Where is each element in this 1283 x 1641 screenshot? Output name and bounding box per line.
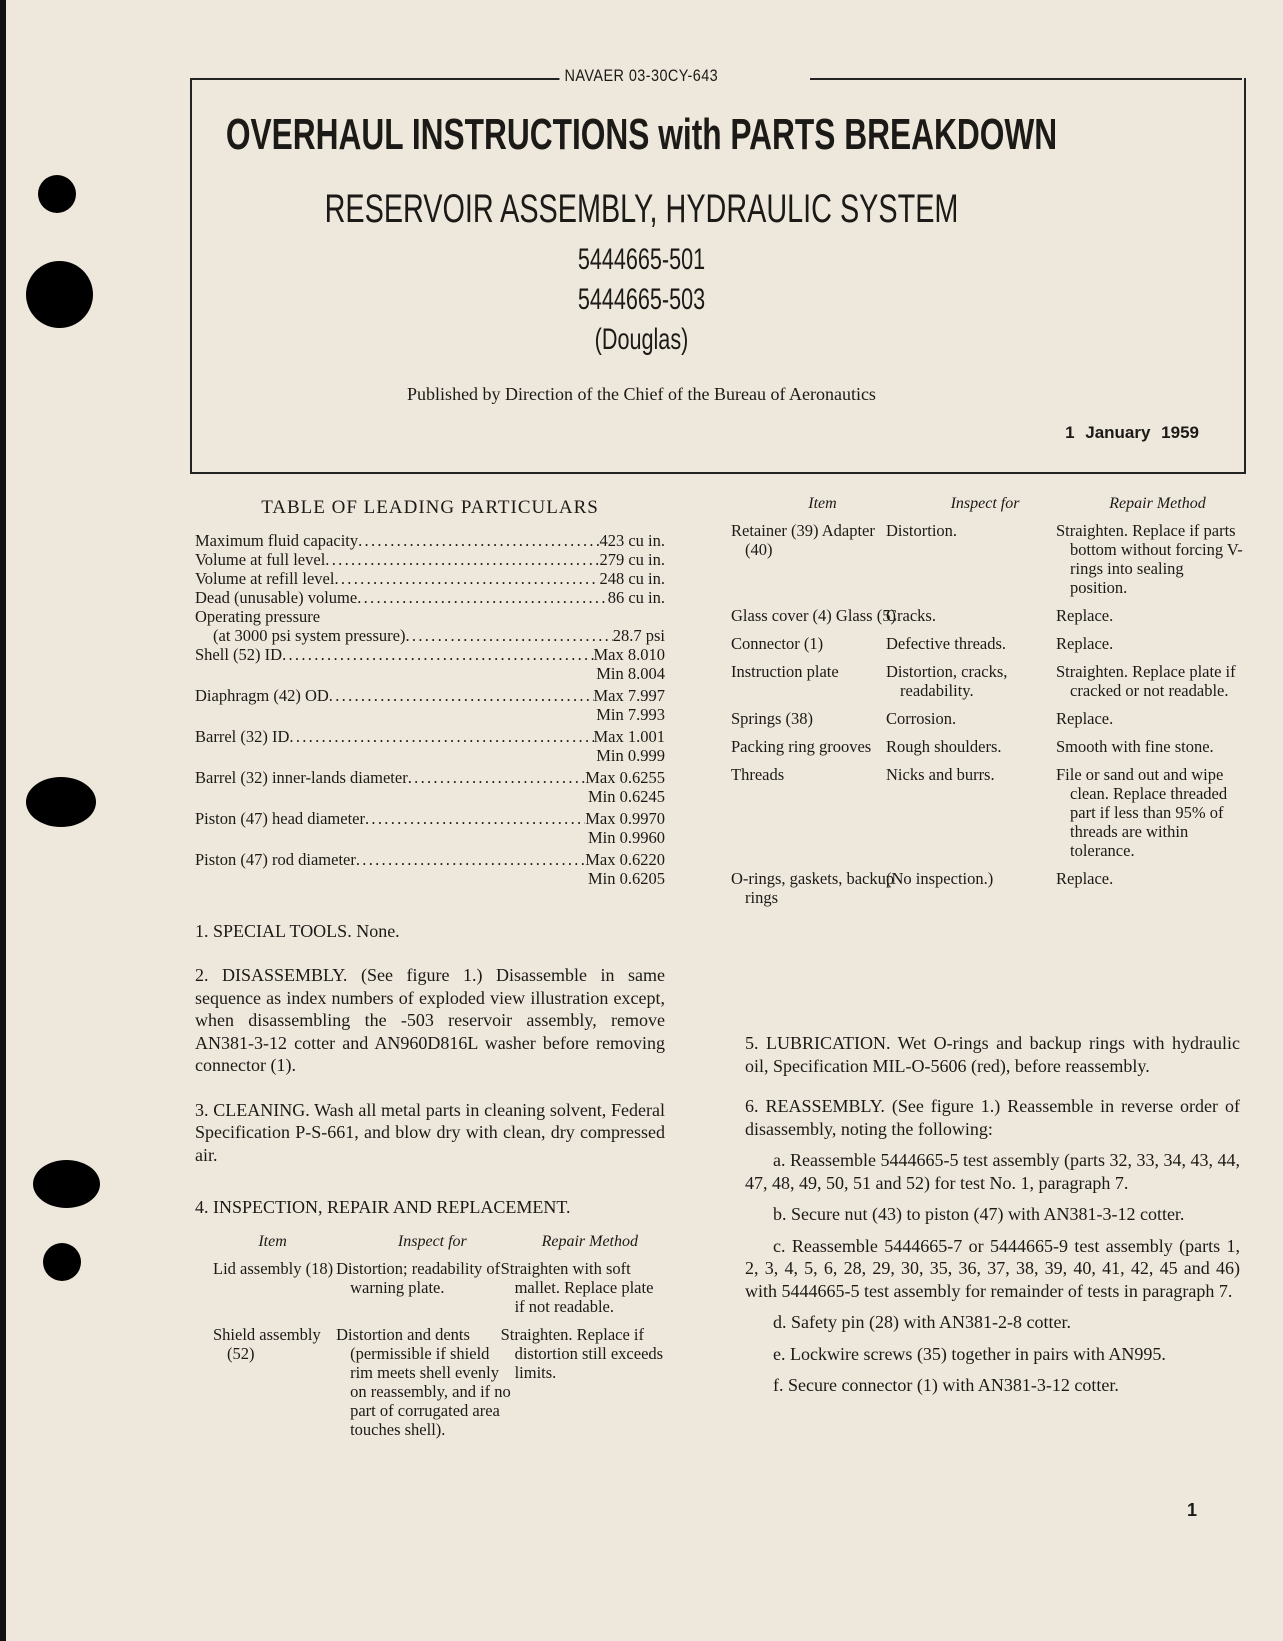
particular-label: Dead (unusable) volume — [195, 588, 358, 607]
cell-item: Connector (1) — [731, 634, 824, 653]
section-inspection-title: 4. INSPECTION, REPAIR AND REPLACEMENT. — [195, 1197, 571, 1217]
cell-item: Retainer (39) Adapter (40) — [731, 521, 875, 559]
publisher-line: Published by Direction of the Chief of the Bureau of Aeronautics — [407, 384, 876, 404]
particular-value: Max 1.001 — [593, 727, 665, 746]
part-number-503: 5444665-503 — [577, 283, 706, 316]
cell-item: Glass cover (4) Glass (5) — [731, 606, 896, 625]
column-header-item: Item — [808, 495, 837, 512]
table-row — [745, 521, 1245, 606]
particular-min-value: Min 8.004 — [596, 664, 665, 683]
particular-row — [195, 645, 665, 664]
binder-hole — [33, 1160, 100, 1208]
cell-item: Threads — [731, 765, 785, 784]
table-row — [745, 634, 1245, 662]
particular-label: (at 3000 psi system pressure) — [213, 626, 406, 645]
reassembly-step: c. Reassemble 5444665-7 or 5444665-9 test assembly (parts 1, 2, 3, 4, 5, 6, 28, 29, 30, 35, 36, 37, 38, 39, 40, 41, 42, 45 and 46) with 5444665-5 test assembly for remainder of tests in paragraph 7. — [745, 1235, 1240, 1301]
document-number: NAVAER 03-30CY-643 — [0, 66, 1283, 86]
cell-item: O-rings, gaskets, backup rings — [731, 869, 895, 907]
page-number: 1 — [1186, 1500, 1197, 1520]
part-number-501: 5444665-501 — [577, 243, 706, 276]
column-header-item: Item — [258, 1233, 287, 1250]
cell-repair: Replace. — [1056, 869, 1114, 888]
table-row — [745, 765, 1245, 869]
particular-row — [195, 607, 665, 626]
binder-hole — [26, 261, 93, 328]
particular-min-value: Min 0.999 — [596, 746, 665, 765]
section-cleaning: 3. CLEANING. Wash all metal parts in cleaning solvent, Federal Specification P-S-661, and blow dry with clean, dry compressed air. — [195, 1099, 665, 1165]
particular-row — [195, 686, 665, 705]
inspection-table-right — [731, 494, 1245, 916]
cell-repair: Straighten. Replace plate if cracked or not readable. — [1056, 662, 1236, 700]
particular-row — [195, 727, 665, 746]
particular-label: Operating pressure — [195, 607, 321, 626]
cell-inspect: Distortion and dents (permissible if shield rim meets shell evenly on reassembly, and if no part of corrugated area touches shell). — [336, 1325, 511, 1439]
page-edge — [0, 0, 6, 1641]
particular-row — [195, 809, 665, 828]
particular-row — [195, 626, 665, 645]
particular-min-value: Min 7.993 — [596, 705, 665, 724]
particular-value: 423 cu in. — [599, 531, 665, 550]
binder-hole — [26, 777, 96, 827]
cell-inspect: Corrosion. — [886, 709, 957, 728]
cell-repair: Straighten. Replace if distortion still exceeds limits. — [500, 1325, 664, 1382]
column-header-repair: Repair Method — [541, 1233, 638, 1250]
cell-inspect: Rough shoulders. — [886, 737, 1002, 756]
leading-particulars-title: TABLE OF LEADING PARTICULARS — [261, 497, 599, 518]
cell-item: Shield assembly (52) — [213, 1325, 321, 1363]
reassembly-step: a. Reassemble 5444665-5 test assembly (parts 32, 33, 34, 43, 44, 47, 48, 49, 50, 51 and 52) for test No. 1, paragraph 7. — [745, 1150, 1240, 1193]
particular-value: 86 cu in. — [607, 588, 665, 607]
particular-value: Max 7.997 — [593, 686, 665, 705]
table-row — [195, 1325, 665, 1448]
particular-row — [195, 588, 665, 607]
manufacturer: (Douglas) — [594, 323, 689, 356]
table-row — [745, 662, 1245, 709]
publication-date: 1 January 1959 — [1065, 423, 1199, 442]
column-header-inspect: Inspect for — [950, 495, 1020, 512]
particular-label: Diaphragm (42) OD — [195, 686, 329, 705]
cell-inspect: Cracks. — [886, 606, 936, 625]
column-header-inspect: Inspect for — [397, 1233, 467, 1250]
binder-hole — [43, 1243, 81, 1281]
particular-min-value: Min 0.6205 — [587, 869, 665, 888]
particular-label: Volume at refill level — [195, 569, 335, 588]
particular-value: Max 0.6220 — [585, 850, 665, 869]
particular-value: 28.7 psi — [612, 626, 665, 645]
particular-row — [195, 569, 665, 588]
particular-label: Piston (47) head diameter — [195, 809, 365, 828]
reassembly-step: d. Safety pin (28) with AN381-2-8 cotter. — [773, 1312, 1071, 1332]
particular-label: Barrel (32) inner-lands diameter — [195, 768, 408, 787]
particular-value: Max 0.6255 — [585, 768, 665, 787]
particular-label: Piston (47) rod diameter — [195, 850, 356, 869]
particular-value: 279 cu in. — [599, 550, 665, 569]
cell-inspect: Distortion; readability of warning plate. — [336, 1259, 501, 1297]
table-row — [745, 709, 1245, 737]
cell-item: Packing ring grooves — [731, 737, 872, 756]
column-header-repair: Repair Method — [1109, 495, 1206, 512]
table-row — [195, 1259, 665, 1325]
table-row — [745, 737, 1245, 765]
section-reassembly: 6. REASSEMBLY. (See figure 1.) Reassemble in reverse order of disassembly, noting the following: — [745, 1096, 1240, 1139]
cell-item: Springs (38) — [731, 709, 814, 728]
cell-inspect: Nicks and burrs. — [886, 765, 995, 784]
particular-row — [195, 768, 665, 787]
table-row — [745, 869, 1245, 916]
particular-value: Max 8.010 — [593, 645, 665, 664]
cell-repair: Smooth with fine stone. — [1056, 737, 1214, 756]
particular-value: 248 cu in. — [599, 569, 665, 588]
particular-label: Maximum fluid capacity — [195, 531, 359, 550]
reassembly-step: b. Secure nut (43) to piston (47) with AN381-3-12 cotter. — [773, 1204, 1185, 1224]
leading-particulars-table — [195, 531, 665, 888]
inspection-table-left — [195, 1232, 665, 1448]
document-title: OVERHAUL INSTRUCTIONS with PARTS BREAKDOWN — [225, 110, 1058, 159]
cell-inspect: Distortion. — [886, 521, 958, 540]
particular-label: Volume at full level — [195, 550, 326, 569]
cell-inspect: Distortion, cracks, readability. — [886, 662, 1008, 700]
cell-item: Instruction plate — [731, 662, 839, 681]
reassembly-step: f. Secure connector (1) with AN381-3-12 cotter. — [773, 1375, 1119, 1395]
particular-min-value: Min 0.6245 — [587, 787, 665, 806]
cell-repair: Replace. — [1056, 709, 1114, 728]
cell-inspect: Defective threads. — [886, 634, 1007, 653]
section-lubrication: 5. LUBRICATION. Wet O-rings and backup rings with hydraulic oil, Specification MIL-O-5606 (red), before reassembly. — [745, 1033, 1240, 1076]
table-row — [745, 606, 1245, 634]
cell-repair: Straighten with soft mallet. Replace plate if not readable. — [500, 1259, 654, 1316]
particular-label: Barrel (32) ID — [195, 727, 290, 746]
cell-repair: File or sand out and wipe clean. Replace threaded part if less than 95% of threads are within tolerance. — [1056, 765, 1228, 860]
cell-repair: Replace. — [1056, 606, 1114, 625]
cell-item: Lid assembly (18) — [213, 1259, 334, 1278]
right-column — [731, 494, 1245, 916]
particular-row — [195, 850, 665, 869]
cell-repair: Replace. — [1056, 634, 1114, 653]
particular-label: Shell (52) ID — [195, 645, 283, 664]
particular-row — [195, 550, 665, 569]
cell-inspect: (No inspection.) — [886, 869, 994, 888]
binder-hole — [38, 175, 76, 213]
particular-row — [195, 531, 665, 550]
particular-min-value: Min 0.9960 — [587, 828, 665, 847]
reassembly-step: e. Lockwire screws (35) together in pairs with AN995. — [773, 1343, 1166, 1364]
section-disassembly: 2. DISASSEMBLY. (See figure 1.) Disassemble in same sequence as index numbers of exploded view illustration except, when disassembling the -503 reservoir assembly, remove AN381-3-12 cotter and AN960D816L washer before removing connector (1). — [195, 965, 665, 1075]
cell-repair: Straighten. Replace if parts bottom without forcing V-rings into sealing position. — [1056, 521, 1243, 597]
particular-value: Max 0.9970 — [585, 809, 665, 828]
section-special-tools: 1. SPECIAL TOOLS. None. — [195, 921, 400, 941]
document-subtitle: RESERVOIR ASSEMBLY, HYDRAULIC SYSTEM — [324, 187, 959, 231]
right-column-text — [745, 1032, 1240, 1397]
left-column — [195, 494, 665, 1448]
